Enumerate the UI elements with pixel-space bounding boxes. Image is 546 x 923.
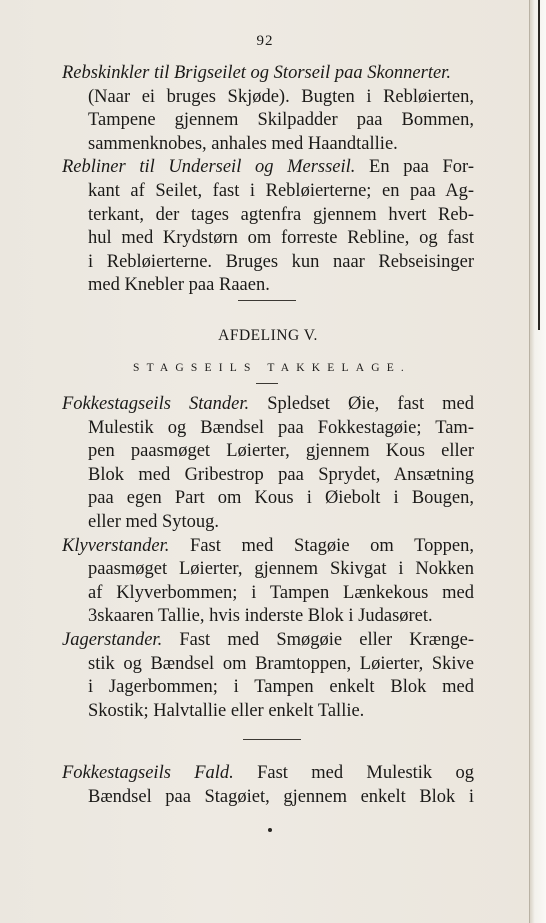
- text-line: [62, 62, 474, 86]
- entry-term: Jagerstander.: [62, 629, 163, 650]
- entry-text: i Rebløierterne. Bruges kun naar Rebseisinger: [88, 251, 474, 272]
- divider-rule: [238, 300, 296, 301]
- text-line: [62, 487, 474, 511]
- entry-text: Spledset Øie, fast med: [249, 394, 474, 414]
- section-heading: [62, 324, 474, 348]
- text-line: [62, 511, 474, 535]
- text-line: [62, 393, 474, 417]
- text-line: [62, 786, 474, 810]
- text-line: [62, 605, 474, 629]
- text-line: [62, 676, 474, 700]
- text-line: [62, 653, 474, 677]
- divider-rule-2: [243, 739, 301, 740]
- text-line: [62, 582, 474, 606]
- entry-text: eller med Sytoug.: [88, 511, 220, 532]
- text-line: [62, 86, 474, 110]
- entry-term: Fokkestagseils Stander.: [62, 394, 250, 414]
- text-block-fald: [62, 762, 474, 809]
- text-block-stagseil: [62, 393, 474, 723]
- entry-text: (Naar ei bruges Skjøde). Bugten i Rebløierten,: [88, 86, 474, 107]
- text-line: [62, 464, 474, 488]
- text-line: [62, 274, 474, 298]
- ink-dot: [268, 828, 272, 832]
- entry-term: Klyverstander.: [62, 535, 170, 556]
- entry-text: med Knebler paa Raaen.: [88, 275, 270, 296]
- text-line: [62, 251, 474, 275]
- page-edge: [529, 0, 546, 923]
- text-line: [62, 558, 474, 582]
- entry-text: Tampene gjennem Skilpadder paa Bommen,: [88, 110, 474, 131]
- entry-text: pen paasmøget Løierter, gjennem Kous eller: [88, 441, 474, 462]
- text-line: [62, 204, 474, 228]
- text-line: [62, 156, 474, 180]
- entry-text: paasmøget Løierter, gjennem Skivgat i Nokken: [88, 559, 474, 580]
- entry-text: Fast med Stagøie om Toppen,: [169, 535, 474, 556]
- text-line: [62, 762, 474, 786]
- entry-text: af Klyverbommen; i Tampen Lænkekous med: [88, 582, 474, 603]
- entry-text: hul med Krydstørn om forreste Rebline, og fast: [88, 228, 474, 249]
- entry-text: Blok med Gribestrop paa Sprydet, Ansætning: [88, 464, 474, 485]
- entry-text: Mulestik og Bændsel paa Fokkestagøie; Tam-: [88, 417, 474, 438]
- text-line: [62, 417, 474, 441]
- entry-text: Skostik; Halvtallie eller enkelt Tallie.: [88, 700, 365, 721]
- entry-text: terkant, der tages agtenfra gjennem hvert Reb-: [88, 204, 474, 225]
- section-title: AFDELING V.: [218, 327, 318, 344]
- entry-term: Rebliner til Underseil og Mersseil.: [62, 157, 356, 178]
- text-line: [62, 133, 474, 157]
- entry-term: Fokkestagseils Fald.: [62, 763, 234, 783]
- text-block-rebskinkler: [62, 62, 474, 298]
- text-line: [62, 700, 474, 724]
- text-line: [62, 629, 474, 653]
- text-line: [62, 535, 474, 559]
- entry-text: stik og Bændsel om Bramtoppen, Løierter, Skive: [88, 653, 474, 674]
- entry-text: 3skaaren Tallie, hvis inderste Blok i Judasøret.: [88, 606, 433, 627]
- section-subtitle: STAGSEILS TAKKELAGE.: [132, 362, 412, 374]
- entry-text: paa egen Part om Kous i Øiebolt i Bougen,: [88, 488, 474, 509]
- page-number: 92: [256, 33, 274, 49]
- entry-text: i Jagerbommen; i Tampen enkelt Blok med: [88, 677, 474, 698]
- text-line: [62, 109, 474, 133]
- text-line: [62, 227, 474, 251]
- short-rule: [256, 383, 278, 384]
- entry-text: Fast med Smøgøie eller Krænge-: [162, 629, 474, 650]
- entry-text: sammenknobes, anhales med Haandtallie.: [88, 133, 398, 154]
- entry-text: Fast med Mulestik og: [233, 763, 474, 783]
- text-line: [62, 440, 474, 464]
- entry-term: Rebskinkler til Brigseilet og Storseil paa Skonnerter.: [62, 63, 451, 83]
- entry-text: En paa For-: [355, 157, 474, 178]
- entry-text: Bændsel paa Stagøiet, gjennem enkelt Blok i: [88, 786, 474, 807]
- entry-text: kant af Seilet, fast i Rebløierterne; en paa Ag-: [88, 180, 474, 201]
- section-subheading: [62, 357, 474, 381]
- text-line: [62, 180, 474, 204]
- edge-mark: [538, 0, 540, 330]
